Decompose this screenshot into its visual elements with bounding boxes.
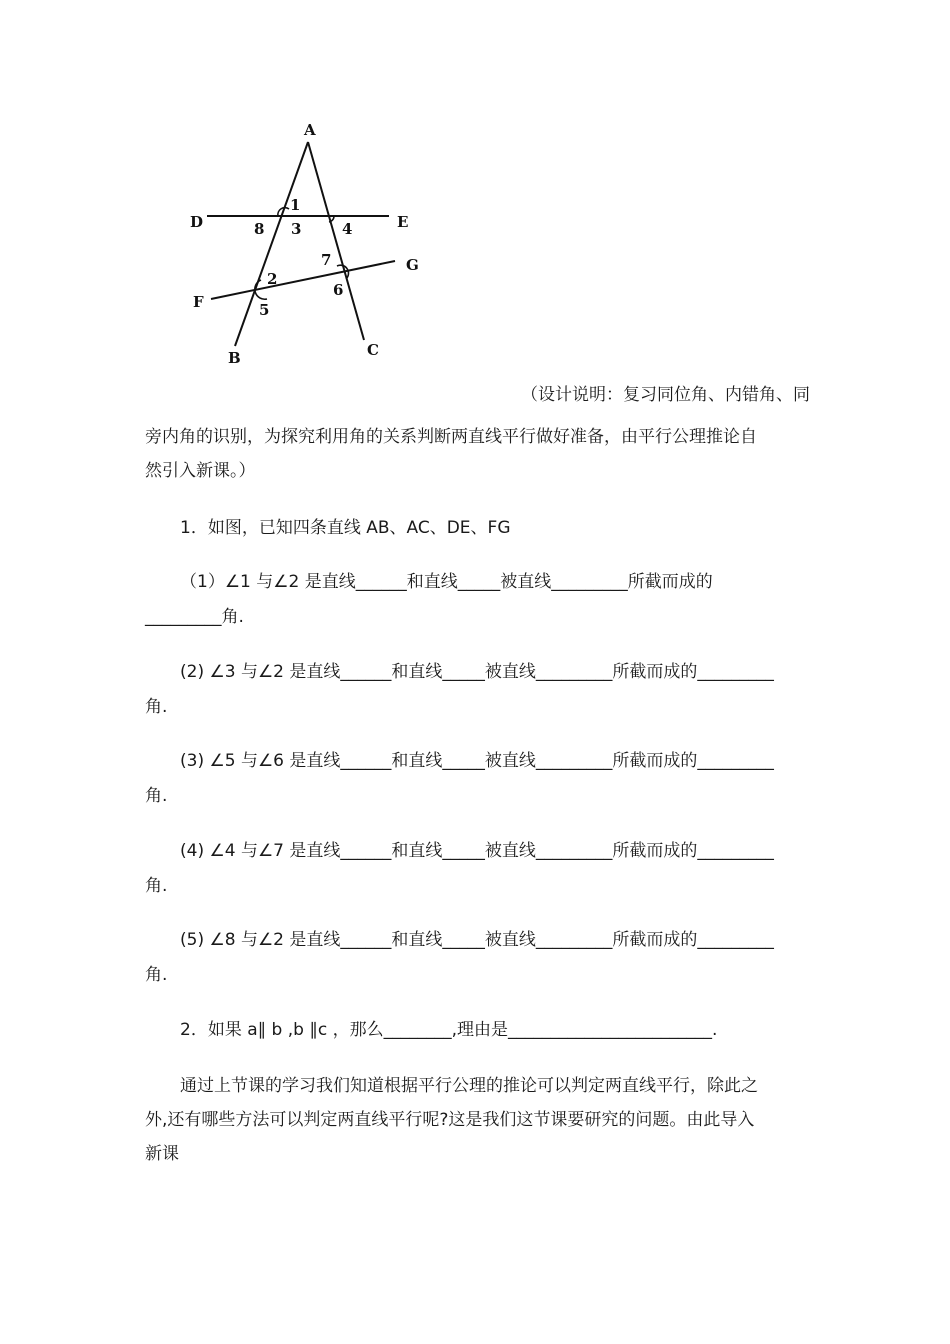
line-fg [211, 261, 395, 299]
intro-line-3: 新课 [145, 1144, 179, 1164]
geometry-figure [178, 112, 438, 374]
point-label-f: F [193, 293, 204, 311]
angle-label-7: 7 [321, 251, 332, 269]
point-label-e: E [397, 213, 409, 231]
intro-line-1: 通过上节课的学习我们知道根据平行公理的推论可以判定两直线平行，除此之 [180, 1076, 758, 1096]
question-1-item-3-line-2: 角. [145, 786, 168, 806]
question-2: 2．如果 a∥ b ,b ∥c ，那么________,理由是________________________. [180, 1020, 718, 1040]
question-1-item-4-line-2: 角. [145, 876, 168, 896]
question-1-item-5-line-2: 角. [145, 965, 168, 985]
design-note-line-2: 旁内角的识别，为探究利用角的关系判断两直线平行做好准备，由平行公理推论自 [145, 427, 757, 447]
question-1-item-2-line-1: (2) ∠3 与∠2 是直线______和直线_____被直线_________所截而成的_________ [180, 662, 774, 682]
angle-label-5: 5 [259, 301, 270, 319]
point-label-c: C [367, 341, 379, 359]
question-1-title: 1．如图，已知四条直线 AB、AC、DE、FG [180, 518, 511, 538]
point-label-d: D [190, 213, 204, 231]
angle-label-8: 8 [254, 220, 265, 238]
question-1-item-2-line-2: 角. [145, 697, 168, 717]
question-1-item-5-line-1: (5) ∠8 与∠2 是直线______和直线_____被直线_________所截而成的_________ [180, 930, 774, 950]
angle-label-1: 1 [290, 196, 301, 214]
question-1-item-1-line-1: （1）∠1 与∠2 是直线______和直线_____被直线_________所截而成的 [180, 572, 713, 592]
point-label-b: B [228, 349, 241, 367]
design-note-line-1: （设计说明：复习同位角、内错角、同 [521, 385, 810, 405]
question-1-item-4-line-1: (4) ∠4 与∠7 是直线______和直线_____被直线_________所截而成的_________ [180, 841, 774, 861]
design-note-line-3: 然引入新课。） [145, 461, 256, 481]
angle-label-2: 2 [267, 270, 278, 288]
line-ab [235, 142, 308, 346]
point-label-a: A [304, 121, 316, 139]
point-label-g: G [406, 256, 419, 274]
line-ac [308, 142, 364, 340]
angle-label-6: 6 [333, 281, 344, 299]
angle-label-4: 4 [342, 220, 353, 238]
figure-lines [207, 142, 395, 346]
question-1-item-1-line-2: _________角. [145, 607, 244, 627]
question-1-item-3-line-1: (3) ∠5 与∠6 是直线______和直线_____被直线_________所截而成的_________ [180, 751, 774, 771]
angle-label-3: 3 [291, 220, 302, 238]
intro-line-2: 外,还有哪些方法可以判定两直线平行呢?这是我们这节课要研究的问题。由此导入 [145, 1110, 755, 1130]
